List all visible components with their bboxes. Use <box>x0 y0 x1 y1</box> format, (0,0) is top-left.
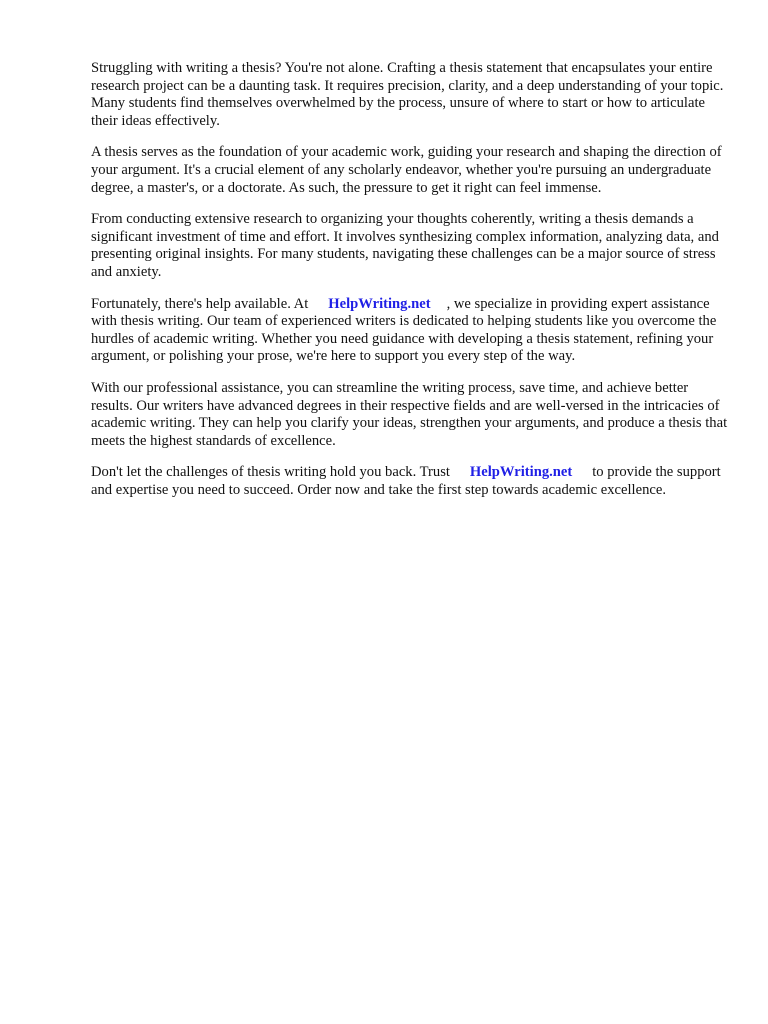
helpwriting-link[interactable]: HelpWriting.net <box>328 295 431 312</box>
help-text-before: Fortunately, there's help available. At <box>91 295 309 312</box>
paragraph-call-to-action <box>91 464 731 499</box>
help-text-after: , we specialize in providing expert assistance with thesis writing. Our team of experienced writers is dedicated to helping students like you overcome the hurdles of academic writing. Whether you need guidance with developing a thesis statement, refining your argument, or polishing your prose, we're here to support you every step of the way. <box>91 295 717 365</box>
helpwriting-link[interactable]: HelpWriting.net <box>469 464 573 481</box>
cta-text-before: Don't let the challenges of thesis writing hold you back. Trust <box>91 464 450 481</box>
cta-text-after: to provide the support and expertise you need to succeed. Order now and take the first step towards academic excellence. <box>91 464 721 498</box>
paragraph-professional-assistance: With our professional assistance, you can streamline the writing process, save time, and achieve better results. Our writers have advanced degrees in their respective fields and are well-versed in the intricacies of academic writing. They can help you clarify your ideas, strengthen your arguments, and produce a thesis that meets the highest standards of excellence. <box>91 379 728 449</box>
paragraph-help-available <box>91 296 731 366</box>
paragraph-foundation: A thesis serves as the foundation of your academic work, guiding your research and shaping the direction of your argument. It's a crucial element of any scholarly endeavor, whether you're pursuing an undergraduate degree, a master's, or a doctorate. As such, the pressure to get it right can feel immense. <box>91 144 722 196</box>
document-body <box>91 60 731 513</box>
paragraph-challenges: From conducting extensive research to organizing your thoughts coherently, writing a thesis demands a significant investment of time and effort. It involves synthesizing complex information, analyzing data, and presenting original insights. For many students, navigating these challenges can be a major source of stress and anxiety. <box>91 211 719 280</box>
paragraph-intro: Struggling with writing a thesis? You're not alone. Crafting a thesis statement that encapsulates your entire research project can be a daunting task. It requires precision, clarity, and a deep understanding of your topic. Many students find themselves overwhelmed by the process, unsure of where to start or how to articulate their ideas effectively. <box>91 60 724 129</box>
